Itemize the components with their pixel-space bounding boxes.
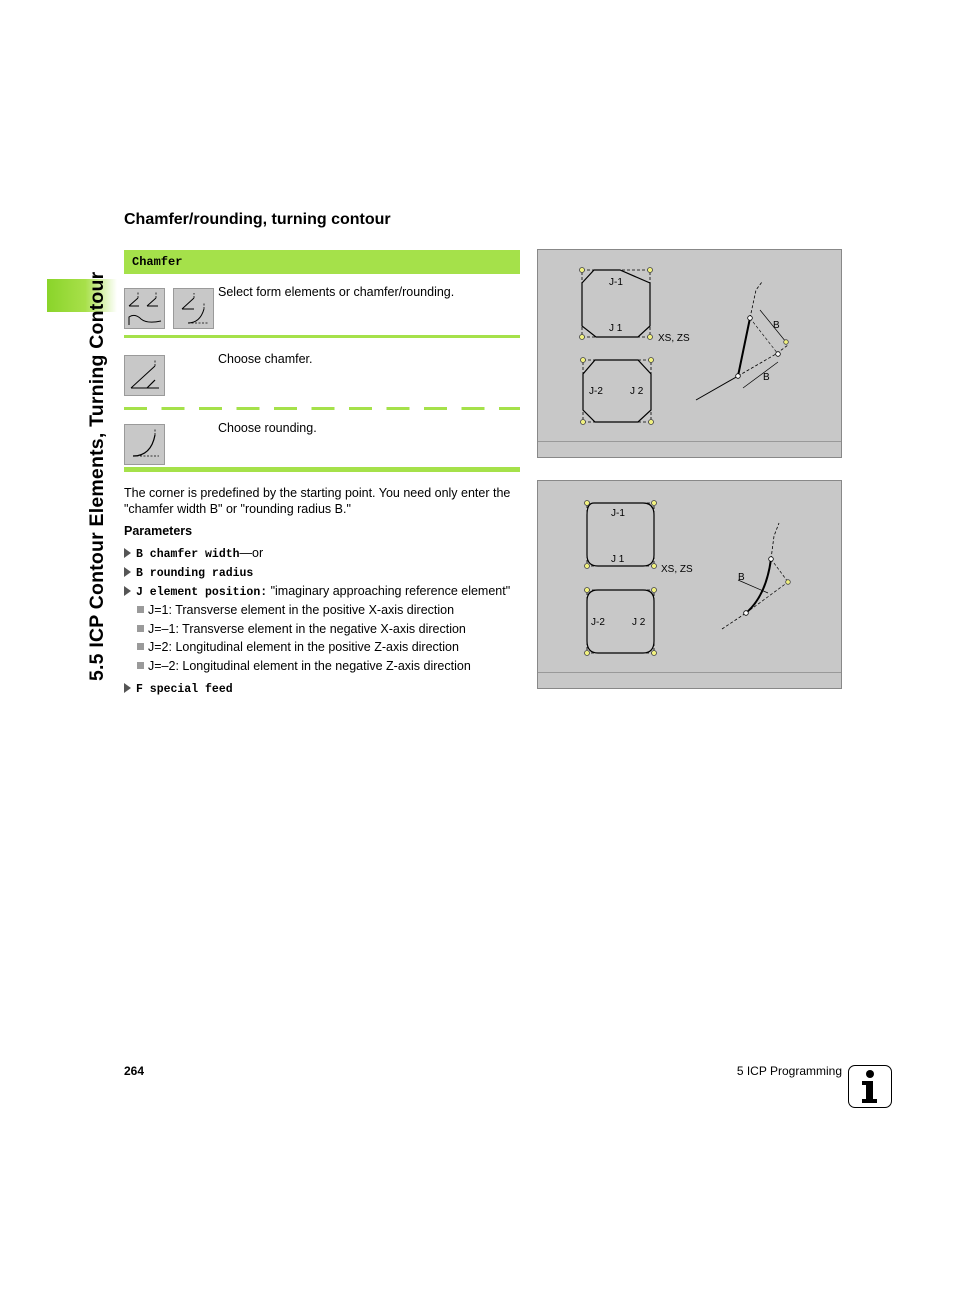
param-element-position: J element position: "imaginary approaching reference element" [124,584,510,599]
rounding-softkey[interactable] [124,424,165,465]
info-icon [848,1065,892,1108]
j-option: J=–2: Longitudinal element in the negative Z-axis direction [137,659,471,673]
j-option: J=–1: Transverse element in the negative X-axis direction [137,622,466,636]
fig1-label-b2: B [763,372,770,383]
step-select-text: Select form elements or chamfer/rounding. [218,285,455,299]
bullet-triangle-icon [124,683,131,693]
step-divider-dashed [124,407,520,410]
intro-paragraph: The corner is predefined by the starting point. You need only enter the "chamfer width B" or "rounding radius B." [124,486,511,516]
rounding-diagram [538,481,841,688]
chamfer-header-label: Chamfer [132,255,183,269]
bullet-triangle-icon [124,548,131,558]
bullet-square-icon [137,643,144,650]
chamfer-rounding-softkey[interactable] [173,288,214,329]
box-bottom-rule [124,467,520,472]
step-chamfer-text: Choose chamfer. [218,352,313,366]
fig1-label-b: B [773,320,780,331]
fig1-label-coords: XS, ZS [658,333,690,344]
rounding-figure [537,480,842,689]
fig2-label-b: B [738,572,745,583]
fig2-label-j-1: J-1 [611,508,625,519]
page-number: 264 [124,1064,145,1078]
bullet-square-icon [137,662,144,669]
chamfer-icon [125,356,164,395]
fig1-label-j2: J 2 [630,386,644,397]
fig1-label-j1: J 1 [609,323,623,334]
step-divider [124,335,520,338]
fig2-label-j2: J 2 [632,617,646,628]
section-heading: Chamfer/rounding, turning contour [124,211,391,228]
param-rounding-radius: B rounding radius [124,565,253,580]
j-option: J=2: Longitudinal element in the positive Z-axis direction [137,640,459,654]
param-special-feed: F special feed [124,681,233,696]
chamfer-figure [537,249,842,458]
step-rounding-text: Choose rounding. [218,421,317,435]
param-chamfer-width: B chamfer width—or [124,546,263,561]
j-option: J=1: Transverse element in the positive X-axis direction [137,603,454,617]
fig1-label-j-2: J-2 [589,386,603,397]
bullet-triangle-icon [124,586,131,596]
chamfer-rounding-icon [174,289,213,328]
form-elements-softkey[interactable] [124,288,165,329]
fig2-label-j-2: J-2 [591,617,605,628]
chapter-footer: 5 ICP Programming [736,1064,842,1078]
chamfer-softkey[interactable] [124,355,165,396]
bullet-triangle-icon [124,567,131,577]
bullet-square-icon [137,606,144,613]
form-elements-icon [125,289,164,328]
parameters-heading: Parameters [124,524,193,538]
fig2-label-j1: J 1 [611,554,625,565]
fig2-label-coords: XS, ZS [661,564,693,575]
chamfer-diagram [538,250,841,457]
chamfer-header-bar [124,250,520,274]
chapter-side-title: 5.5 ICP Contour Elements, Turning Contour [86,271,108,681]
rounding-icon [125,425,164,464]
fig1-label-j-1: J-1 [609,277,623,288]
bullet-square-icon [137,625,144,632]
